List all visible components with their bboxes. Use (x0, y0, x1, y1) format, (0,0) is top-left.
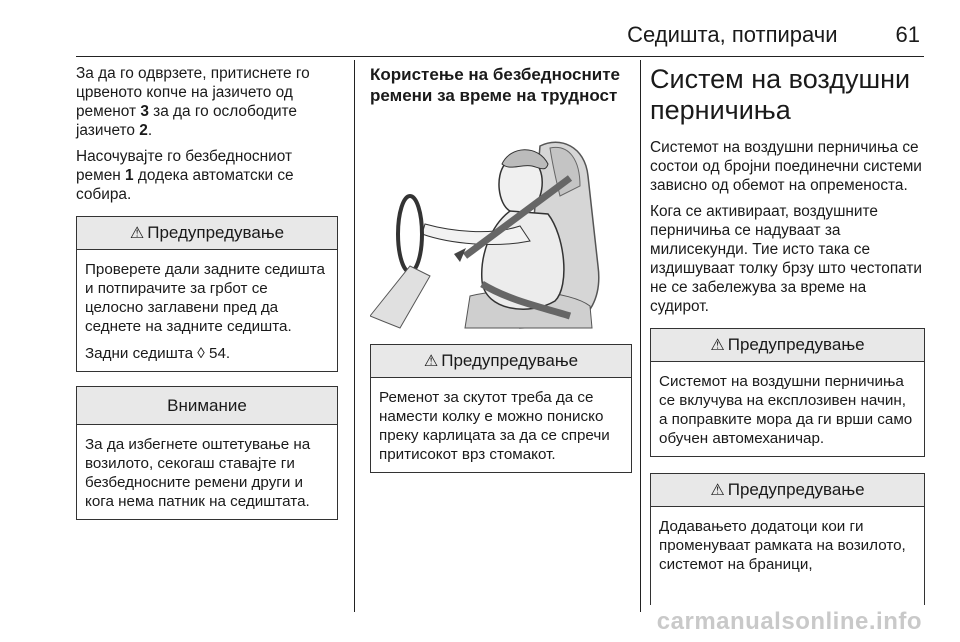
column-divider-1 (354, 60, 355, 612)
warning-text: Проверете дали задните седишта и потпирачите за грбот се целосно заглавени пред да седнете на задните седишта. (85, 261, 325, 335)
page-reference-icon: ◊ (197, 345, 205, 362)
warning-box-header: ⚠ Предупредување (651, 329, 924, 362)
warning-text: Додавањето додатоци кои ги променуваат рамката на возилото, системот на браници, (659, 518, 906, 573)
unbuckle-paragraph: За да го одврзете, притиснете го црвеното копче на јазичето од ременот 3 за да го ослободите јазичето 2. (76, 65, 310, 139)
warning-box-accessories (650, 473, 925, 605)
warning-box-rear-seats (76, 216, 338, 372)
warning-box-header: ⚠ Предупредување (651, 474, 924, 507)
warning-triangle-icon: ⚠ (710, 482, 725, 499)
warning-text: Системот на воздушни перничиња се вклучува на експлозивен начин, а поправките мора да ги врши само обучен автомеханичар. (659, 373, 913, 447)
warning-triangle-icon: ⚠ (423, 353, 439, 370)
warning-triangle-icon: ⚠ (710, 337, 725, 354)
caution-box-header: Внимание (77, 387, 337, 425)
airbag-paragraph-1: Системот на воздушни перничиња се состои од бројни поединечни системи зависно од обемот на опременоста. (650, 139, 922, 194)
header-rule (76, 56, 924, 57)
pregnancy-heading: Користење на безбедносните ремени за време на трудност (370, 65, 620, 105)
column-3 (650, 64, 925, 605)
column-divider-2 (640, 60, 641, 612)
page-header (627, 22, 920, 48)
warning-triangle-icon: ⚠ (129, 225, 145, 242)
warning-box-header: ⚠ Предупредување (77, 217, 337, 250)
column-1 (76, 64, 338, 520)
column-2 (370, 64, 632, 473)
page-number: 61 (895, 22, 920, 47)
warning-box-header: ⚠ Предупредување (371, 345, 631, 378)
warning-box-airbag-explosive (650, 328, 925, 457)
caution-box (76, 386, 338, 520)
retract-paragraph: Насочувајте го безбедносниот ремен 1 додека автоматски се собира. (76, 148, 294, 203)
caution-text: За да избегнете оштетување на возилото, секогаш ставајте ги безбедносните ремени други и кога нема патник на седиштата. (85, 436, 311, 510)
watermark: carmanualsonline.info (656, 608, 922, 635)
pregnant-woman-seatbelt-illustration (370, 116, 632, 331)
warning-box-pregnancy (370, 344, 632, 473)
warning-text: Ременот за скутот треба да се намести колку е можно пониско преку карлицата за да се спречи притисокот врз стомакот. (379, 389, 610, 463)
airbag-heading: Систем на воздушни перничиња (650, 64, 911, 125)
rear-seats-reference[interactable]: Задни седишта ◊ 54. (85, 345, 231, 362)
airbag-paragraph-2: Кога се активираат, воздушните перничиња се надуваат за милисекунди. Тие исто така се издишуваат толку брзу што честопати не се забележува за време на судирот. (650, 203, 923, 315)
header-title: Седишта, потпирачи (627, 22, 838, 47)
